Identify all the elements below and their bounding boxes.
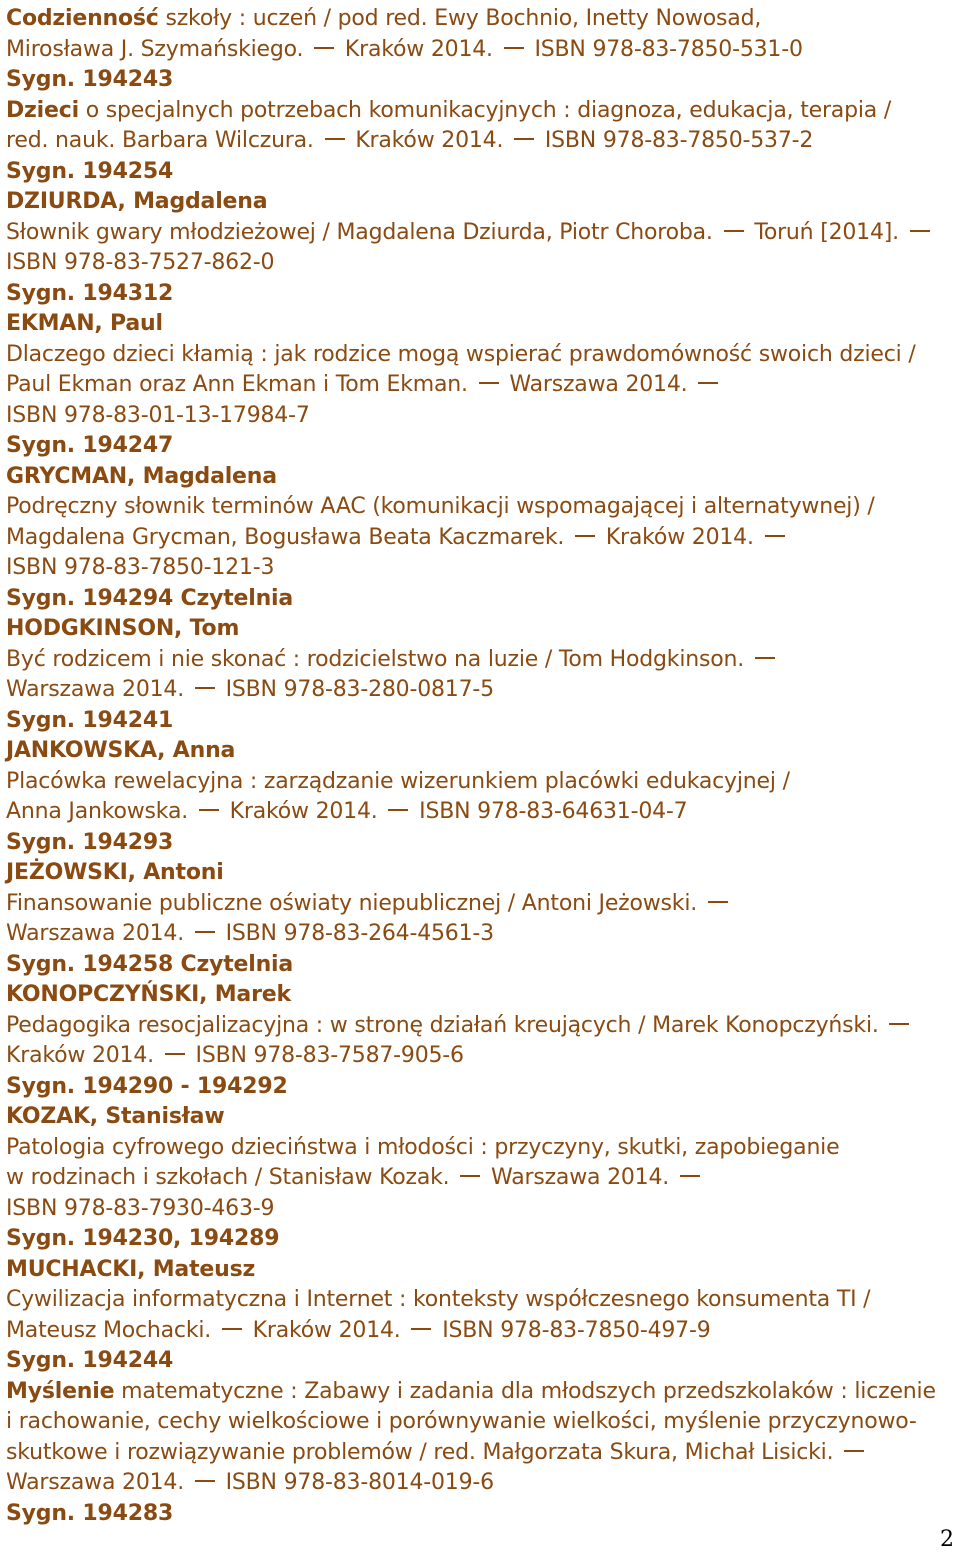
- em-dash-separator: [411, 1328, 431, 1330]
- entry-line: [6, 980, 956, 1011]
- entry-heading-text: DZIURDA, Magdalena: [6, 189, 268, 214]
- entry-line: [6, 828, 956, 859]
- em-dash-separator: [222, 1328, 242, 1330]
- entry-heading-text: Sygn. 194230, 194289: [6, 1226, 280, 1251]
- entry-text: ISBN 978-83-7850-497-9: [435, 1317, 711, 1343]
- entry-text: Warszawa 2014.: [484, 1165, 676, 1190]
- catalog-entry: [6, 614, 956, 736]
- entry-text: i rachowanie, cechy wielkościowe i porównywanie wielkości, myślenie przyczynowo-: [6, 1409, 917, 1434]
- catalog-entry: [6, 96, 956, 188]
- catalog-entry: [6, 1102, 956, 1255]
- entry-text: skutkowe i rozwiązywanie problemów / red. Małgorzata Skura, Michał Lisicki.: [6, 1439, 841, 1465]
- entry-line: [6, 218, 956, 249]
- em-dash-separator: [199, 809, 219, 811]
- em-dash-separator: [195, 931, 215, 933]
- entry-text: Kraków 2014.: [338, 36, 500, 62]
- entry-text: o specjalnych potrzebach komunikacyjnych : diagnoza, edukacja, terapia /: [78, 97, 892, 123]
- entry-heading-text: Sygn. 194247: [6, 433, 174, 458]
- entry-line: [6, 858, 956, 889]
- entry-text: ISBN 978-83-7850-531-0: [527, 36, 803, 62]
- entry-line: [6, 1346, 956, 1377]
- em-dash-separator: [844, 1450, 864, 1452]
- entry-text: w rodzinach i szkołach / Stanisław Kozak.: [6, 1165, 457, 1190]
- entry-heading-text: Sygn. 194312: [6, 280, 174, 306]
- entry-text: Anna Jankowska.: [6, 799, 195, 824]
- entry-line: [6, 462, 956, 493]
- em-dash-separator: [889, 1023, 909, 1025]
- entry-text: Warszawa 2014.: [6, 1470, 191, 1495]
- entry-text: Warszawa 2014.: [502, 372, 695, 397]
- entry-line: [6, 4, 956, 35]
- entry-heading-text: GRYCMAN, Magdalena: [6, 463, 277, 489]
- entry-line: [6, 1285, 956, 1316]
- em-dash-separator: [504, 47, 524, 49]
- entry-heading-text: Sygn. 194290 - 194292: [6, 1073, 288, 1099]
- catalog-entry: [6, 1377, 956, 1530]
- entry-line: [6, 950, 956, 981]
- entry-text: szkoły : uczeń / pod red. Ewy Bochnio, Inetty Nowosad,: [158, 6, 762, 31]
- entry-text: Pedagogika resocjalizacyjna : w stronę działań kreujących / Marek Konopczyński.: [6, 1012, 886, 1038]
- entry-line: [6, 1255, 956, 1286]
- entry-text: Mirosława J. Szymańskiego.: [6, 36, 311, 62]
- entry-text: ISBN 978-83-264-4561-3: [218, 921, 494, 946]
- em-dash-separator: [698, 382, 718, 384]
- entry-line: [6, 1011, 956, 1042]
- em-dash-separator: [195, 1480, 215, 1482]
- entry-line: [6, 675, 956, 706]
- entry-line: [6, 340, 956, 371]
- em-dash-separator: [479, 382, 499, 384]
- entry-text: Podręczny słownik terminów AAC (komunikacji wspomagającej i alternatywnej) /: [6, 494, 875, 519]
- entry-text: Kraków 2014.: [599, 524, 761, 550]
- entry-line: [6, 523, 956, 554]
- catalog-entry: [6, 462, 956, 615]
- catalog-entry: [6, 4, 956, 96]
- entry-line: [6, 1194, 956, 1225]
- entry-line: [6, 1316, 956, 1347]
- entry-line: [6, 645, 956, 676]
- entry-text: Mateusz Mochacki.: [6, 1317, 218, 1343]
- entry-line: [6, 553, 956, 584]
- entry-heading-text: JANKOWSKA, Anna: [6, 738, 236, 763]
- entry-text: Dlaczego dzieci kłamią : jak rodzice mogą wspierać prawdomówność swoich dzieci /: [6, 341, 916, 367]
- entry-text: red. nauk. Barbara Wilczura.: [6, 128, 321, 153]
- entry-heading-text: Dzieci: [6, 97, 79, 123]
- entry-line: [6, 492, 956, 523]
- entry-line: [6, 248, 956, 279]
- entry-text: ISBN 978-83-280-0817-5: [218, 677, 494, 702]
- entry-line: [6, 187, 956, 218]
- entry-line: [6, 1224, 956, 1255]
- entry-line: [6, 126, 956, 157]
- em-dash-separator: [165, 1053, 185, 1055]
- entry-text: ISBN 978-83-64631-04-7: [412, 799, 688, 824]
- entry-heading-text: KONOPCZYŃSKI, Marek: [6, 982, 291, 1007]
- entry-text: Warszawa 2014.: [6, 921, 191, 946]
- entry-text: Finansowanie publiczne oświaty niepublicznej / Antoni Jeżowski.: [6, 890, 704, 916]
- entry-text: Cywilizacja informatyczna i Internet : konteksty współczesnego konsumenta TI /: [6, 1287, 871, 1312]
- entry-text: Toruń [2014].: [747, 219, 906, 245]
- entry-heading-text: Sygn. 194283: [6, 1500, 174, 1526]
- entry-line: [6, 309, 956, 340]
- em-dash-separator: [910, 230, 930, 232]
- entry-line: [6, 431, 956, 462]
- entry-text: Słownik gwary młodzieżowej / Magdalena Dziurda, Piotr Choroba.: [6, 219, 720, 245]
- entry-heading-text: Sygn. 194258 Czytelnia: [6, 951, 294, 977]
- page-number: 2: [940, 1527, 954, 1552]
- entry-line: [6, 35, 956, 66]
- entry-text: Być rodzicem i nie skonać : rodzicielstwo na luzie / Tom Hodgkinson.: [6, 646, 751, 672]
- entry-line: [6, 767, 956, 798]
- catalog-entry: [6, 980, 956, 1102]
- entry-line: [6, 1468, 956, 1499]
- entry-line: [6, 584, 956, 615]
- entry-text: matematyczne : Zabawy i zadania dla młodszych przedszkolaków : liczenie: [114, 1378, 936, 1404]
- catalog-entry: [6, 736, 956, 858]
- entry-heading-text: MUCHACKI, Mateusz: [6, 1256, 256, 1282]
- entry-line: [6, 614, 956, 645]
- entry-text: Kraków 2014.: [348, 128, 511, 153]
- entry-heading-text: EKMAN, Paul: [6, 311, 163, 336]
- entry-line: [6, 279, 956, 310]
- em-dash-separator: [755, 657, 775, 659]
- catalog-list: [6, 4, 956, 1529]
- em-dash-separator: [708, 901, 728, 903]
- entry-text: Kraków 2014.: [245, 1317, 408, 1343]
- entry-line: [6, 1102, 956, 1133]
- entry-line: [6, 65, 956, 96]
- entry-line: [6, 736, 956, 767]
- entry-heading-text: Codzienność: [6, 6, 159, 31]
- em-dash-separator: [575, 535, 595, 537]
- em-dash-separator: [195, 687, 215, 689]
- entry-heading-text: Sygn. 194254: [6, 158, 174, 184]
- entry-line: [6, 157, 956, 188]
- entry-text: ISBN 978-83-7850-121-3: [6, 555, 275, 580]
- entry-text: ISBN 978-83-8014-019-6: [218, 1470, 494, 1495]
- em-dash-separator: [314, 47, 334, 49]
- entry-text: Patologia cyfrowego dzieciństwa i młodości : przyczyny, skutki, zapobieganie: [6, 1134, 840, 1160]
- entry-text: Placówka rewelacyjna : zarządzanie wizerunkiem placówki edukacyjnej /: [6, 768, 790, 794]
- entry-line: [6, 1377, 956, 1408]
- entry-text: ISBN 978-83-7930-463-9: [6, 1195, 275, 1221]
- entry-text: Paul Ekman oraz Ann Ekman i Tom Ekman.: [6, 372, 475, 397]
- em-dash-separator: [514, 138, 534, 140]
- entry-heading-text: Sygn. 194243: [6, 67, 174, 92]
- entry-line: [6, 1163, 956, 1194]
- entry-text: ISBN 978-83-7850-537-2: [538, 128, 814, 153]
- entry-line: [6, 889, 956, 920]
- entry-line: [6, 1499, 956, 1530]
- em-dash-separator: [724, 230, 744, 232]
- entry-heading-text: Sygn. 194241: [6, 707, 174, 733]
- entry-text: Kraków 2014.: [6, 1043, 161, 1068]
- catalog-entry: [6, 187, 956, 309]
- entry-text: ISBN 978-83-7587-905-6: [188, 1043, 464, 1068]
- entry-line: [6, 401, 956, 432]
- em-dash-separator: [460, 1175, 480, 1177]
- entry-line: [6, 1438, 956, 1469]
- entry-line: [6, 1041, 956, 1072]
- entry-line: [6, 1407, 956, 1438]
- entry-line: [6, 1072, 956, 1103]
- entry-text: ISBN 978-83-7527-862-0: [6, 250, 275, 275]
- entry-heading-text: Sygn. 194244: [6, 1348, 174, 1373]
- catalog-entry: [6, 858, 956, 980]
- entry-heading-text: Myślenie: [6, 1378, 115, 1404]
- entry-line: [6, 370, 956, 401]
- entry-heading-text: JEŻOWSKI, Antoni: [6, 860, 224, 885]
- entry-line: [6, 797, 956, 828]
- em-dash-separator: [325, 138, 345, 140]
- entry-line: [6, 919, 956, 950]
- entry-text: Warszawa 2014.: [6, 677, 191, 702]
- entry-heading-text: KOZAK, Stanisław: [6, 1104, 225, 1129]
- entry-line: [6, 1133, 956, 1164]
- entry-heading-text: HODGKINSON, Tom: [6, 616, 240, 641]
- catalog-entry: [6, 309, 956, 462]
- em-dash-separator: [388, 809, 408, 811]
- entry-line: [6, 96, 956, 127]
- em-dash-separator: [680, 1175, 700, 1177]
- entry-text: Kraków 2014.: [222, 799, 385, 824]
- entry-text: ISBN 978-83-01-13-17984-7: [6, 402, 310, 428]
- entry-line: [6, 706, 956, 737]
- em-dash-separator: [765, 535, 785, 537]
- entry-text: Magdalena Grycman, Bogusława Beata Kaczmarek.: [6, 524, 572, 550]
- catalog-entry: [6, 1255, 956, 1377]
- entry-heading-text: Sygn. 194293: [6, 829, 174, 855]
- entry-heading-text: Sygn. 194294 Czytelnia: [6, 585, 294, 611]
